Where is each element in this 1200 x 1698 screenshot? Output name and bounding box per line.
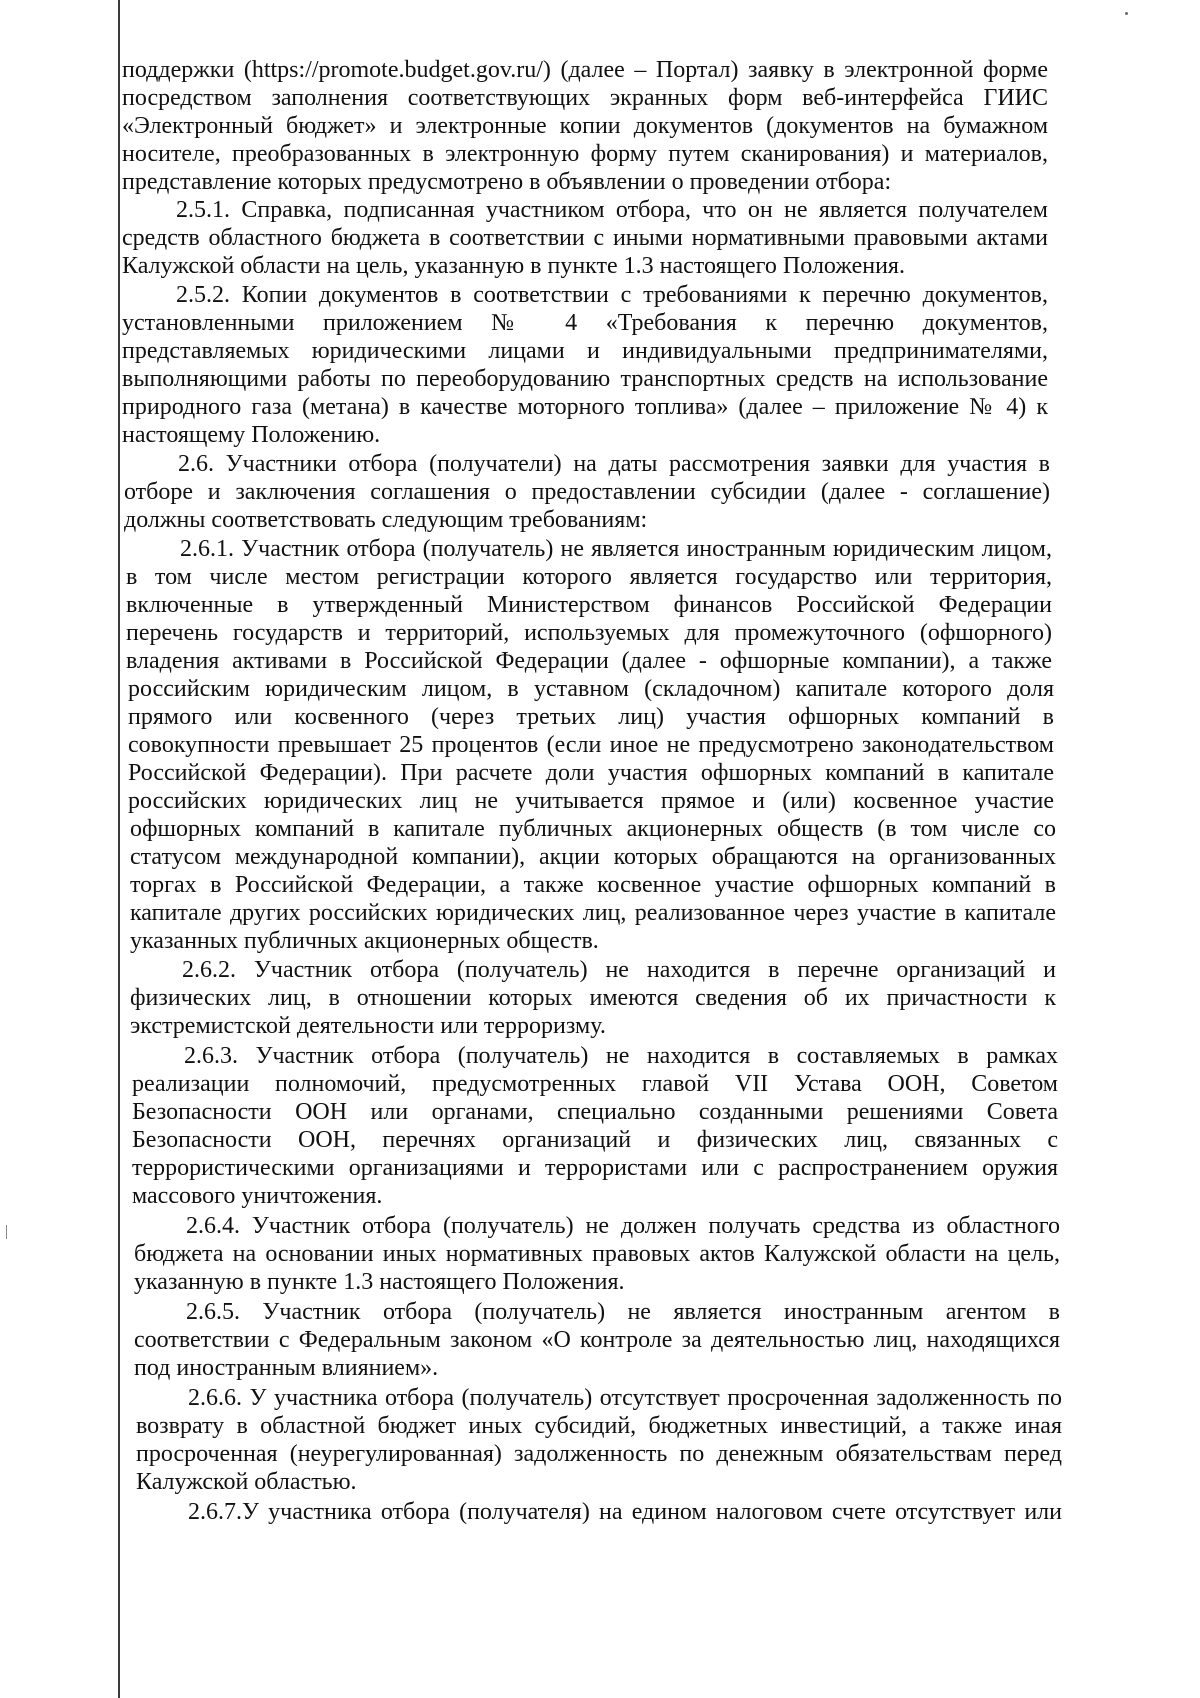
- text-line: 2.6. Участники отбора (получатели) на даты рассмотрения заявки для участия в: [178, 451, 1050, 477]
- text-line: посредством заполнения соответствующих экранных форм веб-интерфейса ГИИС: [122, 85, 1048, 111]
- text-line: «Электронный бюджет» и электронные копии документов (документов на бумажном: [122, 113, 1048, 139]
- text-line: отборе и заключения соглашения о предоставлении субсидии (далее - соглашение): [124, 479, 1050, 505]
- text-line: выполняющими работы по переоборудованию транспортных средств на использование: [122, 366, 1048, 392]
- text-line: 2.6.5. Участник отбора (получатель) не является иностранным агентом в: [186, 1299, 1060, 1325]
- text-line: 2.6.7.У участника отбора (получателя) на едином налоговом счете отсутствует или: [188, 1499, 1062, 1525]
- text-line: носителе, преобразованных в электронную форму путем сканирования) и материалов,: [122, 141, 1048, 167]
- text-line: российских юридических лиц не учитывается прямое и (или) косвенное участие: [128, 788, 1054, 814]
- text-line: владения активами в Российской Федерации (далее - офшорные компании), а также: [126, 648, 1052, 674]
- text-line: террористическими организациями и террористами или с распространением оружия: [132, 1155, 1058, 1181]
- text-line: прямого или косвенного (через третьих лиц) участия офшорных компаний в: [128, 704, 1054, 730]
- text-line: просроченная (неурегулированная) задолженность по денежным обязательствам перед: [136, 1441, 1062, 1467]
- text-line: перечень государств и территорий, используемых для промежуточного (офшорного): [126, 620, 1052, 646]
- text-line: реализации полномочий, предусмотренных главой VII Устава ООН, Советом: [132, 1071, 1058, 1097]
- text-line: поддержки (https://promote.budget.gov.ru/) (далее – Портал) заявку в электронной форме: [122, 57, 1048, 83]
- text-line: возврату в областной бюджет иных субсидий, бюджетных инвестиций, а также иная: [136, 1413, 1062, 1439]
- text-line: представление которых предусмотрено в объявлении о проведении отбора:: [122, 169, 892, 195]
- text-line: указанных публичных акционерных обществ.: [130, 928, 599, 954]
- text-line: 2.5.1. Справка, подписанная участником отбора, что он не является получателем: [176, 197, 1048, 223]
- text-line: экстремистской деятельности или терроризму.: [130, 1013, 606, 1039]
- text-line: 2.6.6. У участника отбора (получатель) отсутствует просроченная задолженность по: [188, 1385, 1062, 1411]
- text-line: 2.6.4. Участник отбора (получатель) не должен получать средства из областного: [186, 1213, 1060, 1239]
- text-line: представляемых юридическими лицами и индивидуальными предпринимателями,: [122, 338, 1048, 364]
- text-line: соответствии с Федеральным законом «О контроле за деятельностью лиц, находящихся: [134, 1327, 1060, 1353]
- text-line: установленными приложением № 4 «Требования к перечню документов,: [122, 310, 1048, 336]
- text-line: российским юридическим лицом, в уставном (складочном) капитале которого доля: [128, 676, 1054, 702]
- text-line: совокупности превышает 25 процентов (если иное не предусмотрено законодательством: [128, 732, 1054, 758]
- text-line: средств областного бюджета в соответствии с иными нормативными правовыми актами: [122, 225, 1048, 251]
- text-line: Безопасности ООН или органами, специально созданными решениями Совета: [132, 1099, 1058, 1125]
- text-line: массового уничтожения.: [132, 1183, 383, 1209]
- text-line: под иностранным влиянием».: [134, 1355, 439, 1381]
- text-line: в том числе местом регистрации которого является государство или территория,: [126, 564, 1052, 590]
- text-line: должны соответствовать следующим требованиям:: [124, 507, 648, 533]
- text-line: статусом международной компании), акции которых обращаются на организованных: [130, 844, 1056, 870]
- text-line: торгах в Российской Федерации, а также косвенное участие офшорных компаний в: [130, 872, 1056, 898]
- text-line: указанную в пункте 1.3 настоящего Положения.: [134, 1269, 625, 1295]
- text-line: настоящему Положению.: [122, 422, 381, 448]
- text-line: включенные в утвержденный Министерством финансов Российской Федерации: [126, 592, 1052, 618]
- text-line: Российской Федерации). При расчете доли участия офшорных компаний в капитале: [128, 760, 1054, 786]
- text-line: природного газа (метана) в качестве моторного топлива» (далее – приложение № 4) к: [122, 394, 1048, 420]
- text-line: офшорных компаний в капитале публичных акционерных обществ (в том числе со: [130, 816, 1056, 842]
- text-line: физических лиц, в отношении которых имеются сведения об их причастности к: [130, 985, 1056, 1011]
- text-line: 2.6.3. Участник отбора (получатель) не находится в составляемых в рамках: [184, 1043, 1058, 1069]
- text-line: капитале других российских юридических лиц, реализованное через участие в капитале: [130, 900, 1056, 926]
- text-line: Калужской области на цель, указанную в пункте 1.3 настоящего Положения.: [122, 253, 905, 279]
- text-line: 2.6.2. Участник отбора (получатель) не находится в перечне организаций и: [182, 957, 1056, 983]
- text-line: 2.6.1. Участник отбора (получатель) не является иностранным юридическим лицом,: [180, 536, 1052, 562]
- text-line: Безопасности ООН, перечнях организаций и физических лиц, связанных с: [132, 1127, 1058, 1153]
- text-line: бюджета на основании иных нормативных правовых актов Калужской области на цель,: [134, 1241, 1060, 1267]
- text-line: 2.5.2. Копии документов в соответствии с требованиями к перечню документов,: [176, 282, 1048, 308]
- text-line: Калужской областью.: [136, 1469, 357, 1495]
